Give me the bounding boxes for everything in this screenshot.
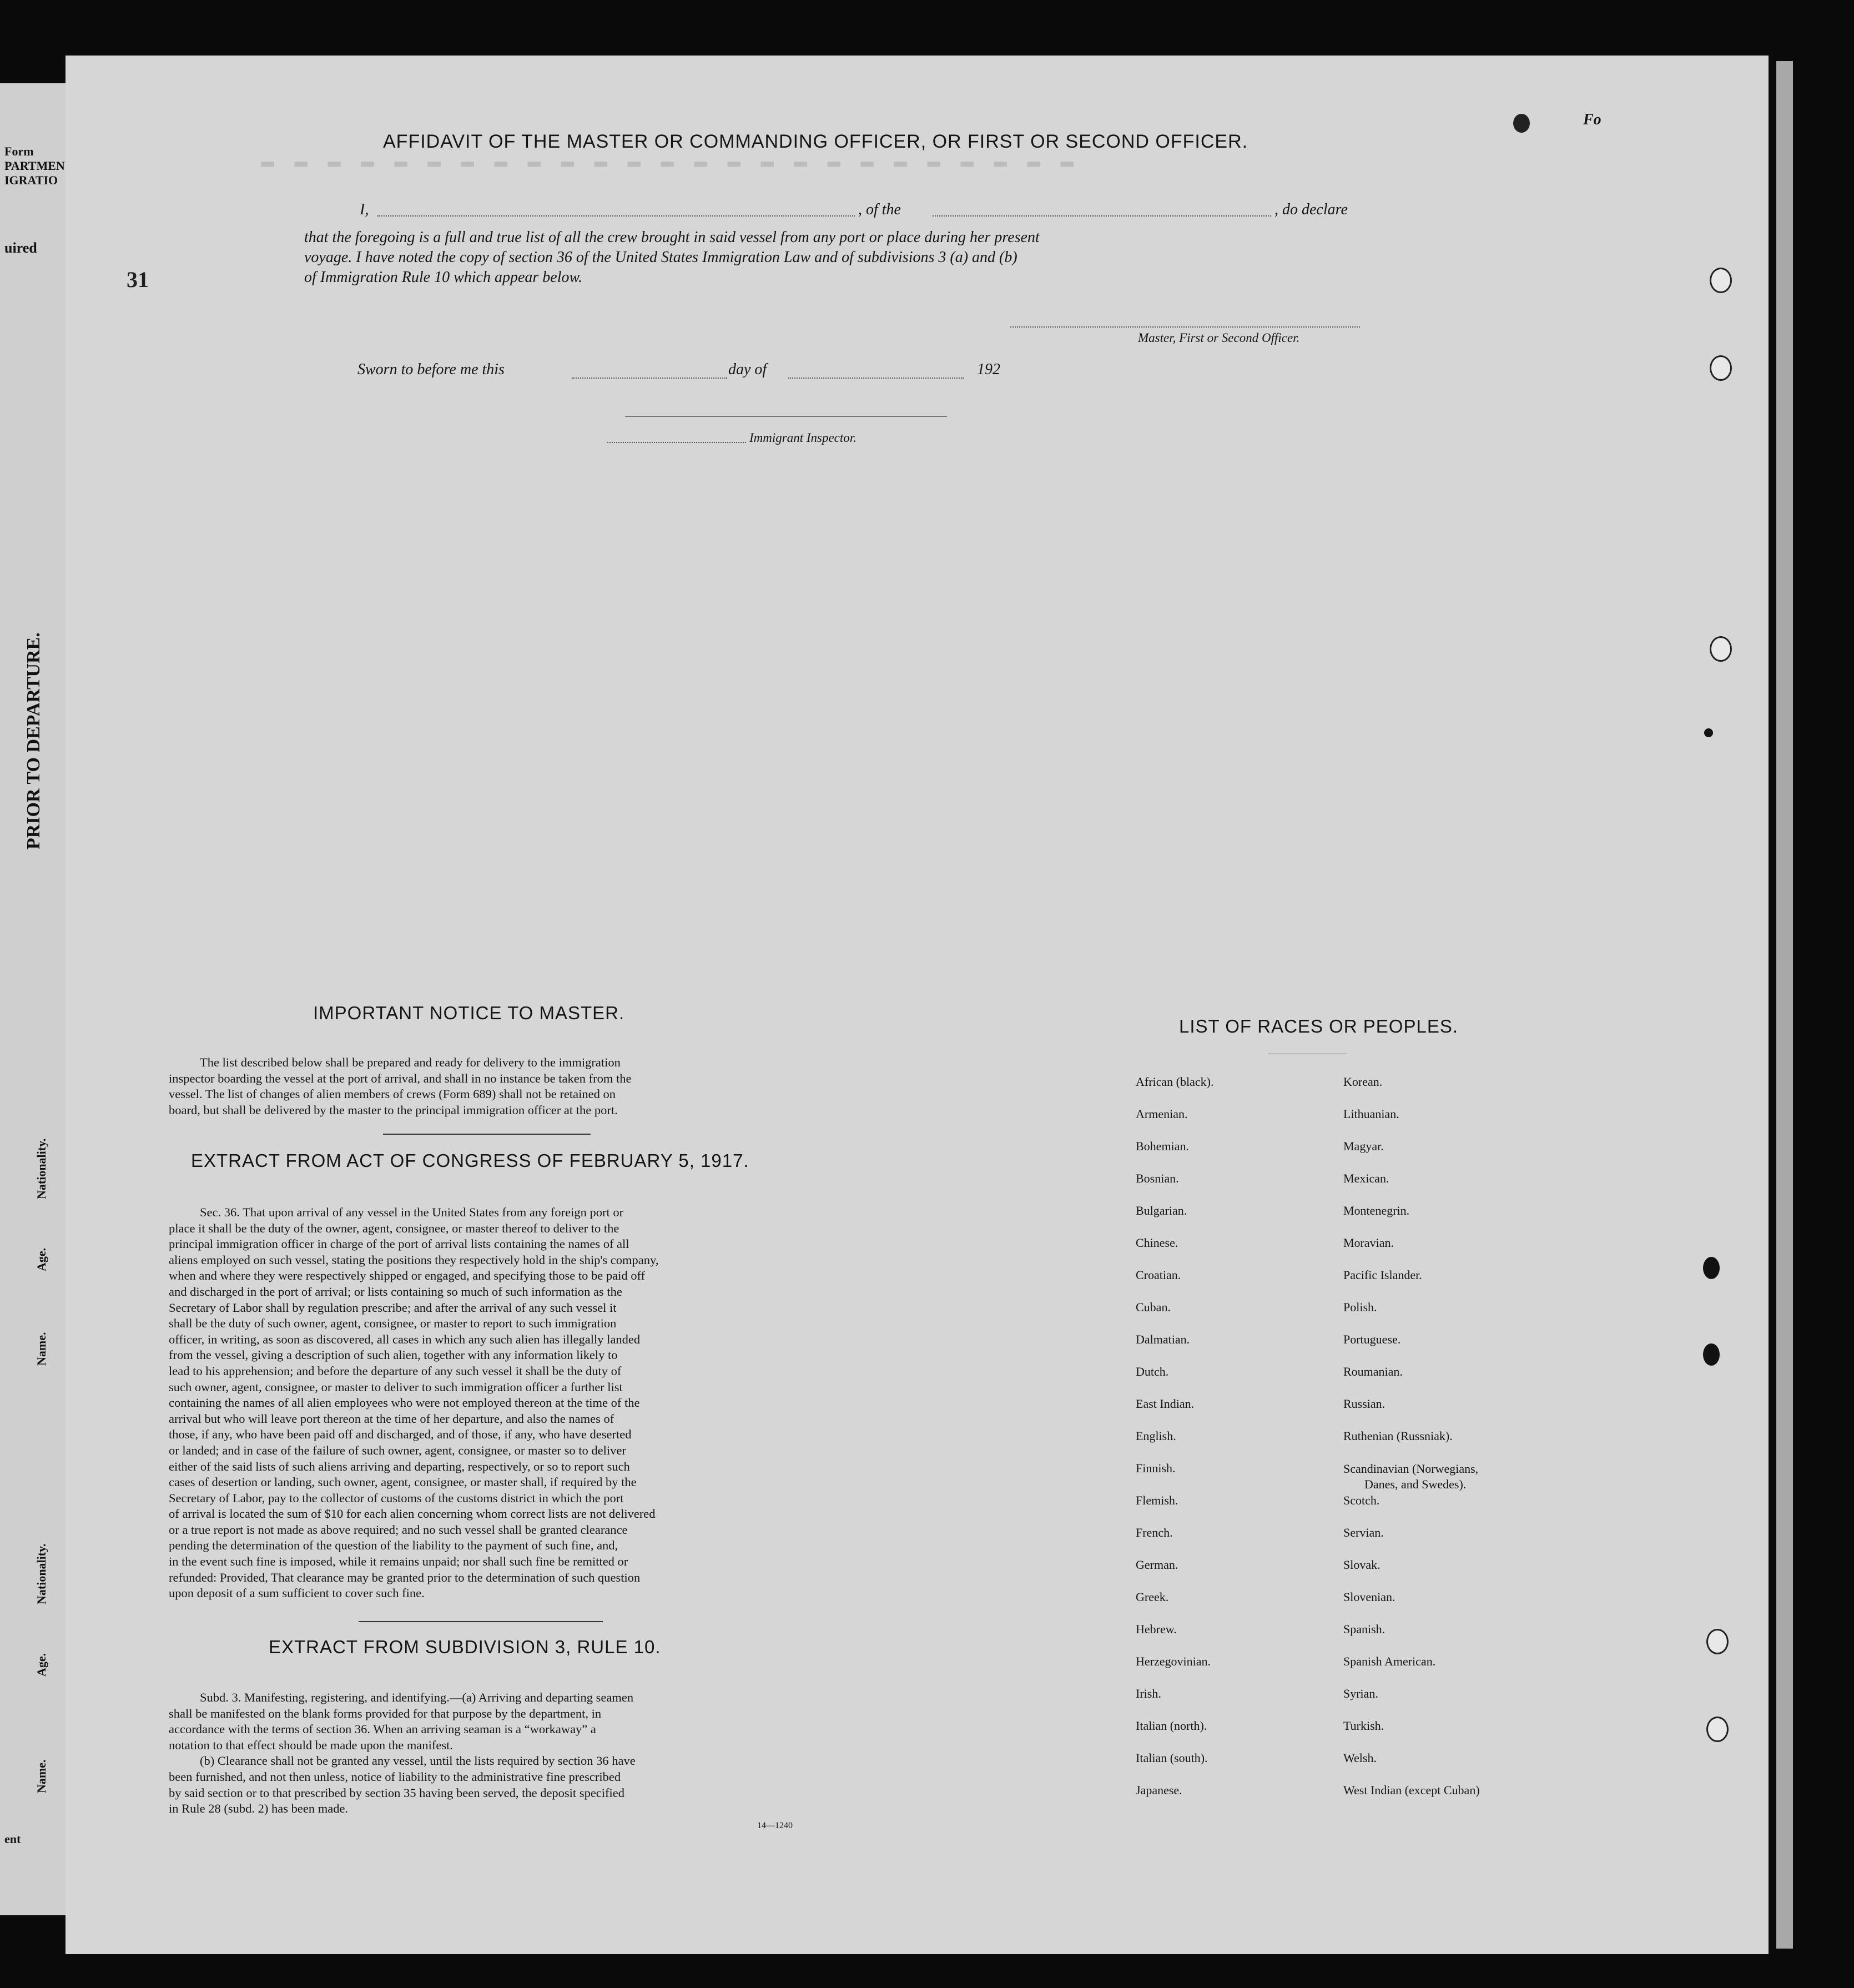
act-line-23: in the event such fine is imposed, while it remains unpaid; nor shall such fine be remitted or <box>169 1554 628 1569</box>
sworn-day-field[interactable] <box>572 378 727 379</box>
race-item: Portuguese. <box>1343 1332 1401 1346</box>
inspector-label: Immigrant Inspector. <box>749 431 857 445</box>
extract-rule-title: EXTRACT FROM SUBDIVISION 3, RULE 10. <box>269 1637 661 1657</box>
races-column-2 <box>1343 1075 1576 1815</box>
race-item-continuation: Danes, and Swedes). <box>1364 1477 1467 1491</box>
race-item: Moravian. <box>1343 1236 1394 1250</box>
rule-line-3: accordance with the terms of section 36. When an arriving seaman is a “workaway” a <box>169 1722 596 1737</box>
notice-title: IMPORTANT NOTICE TO MASTER. <box>313 1003 625 1023</box>
race-item: Bulgarian. <box>1136 1204 1187 1217</box>
race-item: Ruthenian (Russniak). <box>1343 1429 1453 1443</box>
stub-bottom-text: ent <box>4 1832 21 1846</box>
affidavit-body <box>304 228 1392 288</box>
race-item: French. <box>1136 1526 1173 1539</box>
race-item: Syrian. <box>1343 1687 1378 1700</box>
race-item: Roumanian. <box>1343 1365 1403 1378</box>
race-item: Korean. <box>1343 1075 1383 1089</box>
punch-hole <box>1710 636 1732 662</box>
punch-hole <box>1710 268 1732 293</box>
notice-line-2: inspector boarding the vessel at the port of arrival, and shall in no instance be taken from the <box>169 1071 632 1085</box>
officer-name-field[interactable] <box>377 215 855 217</box>
act-line-17: either of the said lists of such aliens arriving and departing, respectively, or so to report such <box>169 1459 630 1473</box>
race-item: Greek. <box>1136 1590 1169 1604</box>
race-item: Dalmatian. <box>1136 1332 1190 1346</box>
signature-label: Master, First or Second Officer. <box>1138 331 1300 345</box>
act-line-16: or landed; and in case of the failure of such owner, agent, consignee, or master so to deliver <box>169 1443 626 1457</box>
punch-hole <box>1710 355 1732 381</box>
affidavit-body-line-1: that the foregoing is a full and true list of all the crew brought in said vessel from any port or place during her present <box>304 229 1040 246</box>
act-line-9: officer, in writing, as soon as discovered, all cases in which any such alien has illegally landed <box>169 1332 641 1346</box>
stub-vertical-title: PRIOR TO DEPARTURE. <box>23 632 44 849</box>
races-column-1 <box>1136 1075 1324 1815</box>
form-number: 14—1240 <box>757 1821 793 1830</box>
race-item: Spanish American. <box>1343 1654 1436 1668</box>
rule-line-4: notation to that effect should be made upon the manifest. <box>169 1738 453 1752</box>
race-item: Servian. <box>1343 1526 1384 1539</box>
stub-label-nationality-2: Nationality. <box>34 1543 48 1604</box>
race-item: Polish. <box>1343 1300 1377 1314</box>
race-item: Scandinavian (Norwegians, <box>1343 1462 1479 1476</box>
race-item: Bosnian. <box>1136 1171 1179 1185</box>
act-line-12: such owner, agent, consignee, or master to deliver to such immigration officer a further list <box>169 1380 623 1394</box>
race-item: Japanese. <box>1136 1783 1182 1797</box>
act-line-22: pending the determination of the question of the liability to the payment of such fine, and, <box>169 1538 618 1553</box>
race-item: Italian (north). <box>1136 1719 1207 1733</box>
act-line-2: place it shall be the duty of the owner, agent, consignee, or master thereof to deliver to the <box>169 1221 619 1235</box>
affidavit-title: AFFIDAVIT OF THE MASTER OR COMMANDING OFFICER, OR FIRST OR SECOND OFFICER. <box>383 131 1248 152</box>
notice-divider <box>383 1134 591 1135</box>
officer-signature-field[interactable] <box>1010 326 1360 328</box>
extract-act-title: EXTRACT FROM ACT OF CONGRESS OF FEBRUARY 5, 1917. <box>191 1150 749 1171</box>
sworn-year: 192 <box>977 361 1000 378</box>
race-item: Flemish. <box>1136 1493 1178 1507</box>
inspector-dotted-line <box>607 442 746 443</box>
act-line-15: those, if any, who have been paid off and discharged, and of those, if any, who have deserted <box>169 1427 632 1442</box>
notice-line-3: vessel. The list of changes of alien members of crews (Form 689) shall not be retained on <box>169 1087 616 1101</box>
race-item: Herzegovinian. <box>1136 1654 1211 1668</box>
punch-hole <box>1706 1717 1729 1742</box>
act-line-3: principal immigration officer in charge of the port of arrival lists containing the names of all <box>169 1237 629 1251</box>
act-line-1: Sec. 36. That upon arrival of any vessel in the United States from any foreign port or <box>200 1205 624 1219</box>
punch-hole-dark <box>1703 1257 1720 1279</box>
act-line-4: aliens employed on such vessel, stating the positions they respectively hold in the ship's company, <box>169 1252 659 1267</box>
act-line-7: Secretary of Labor shall by regulation prescribe; and after the arrival of any such vessel it <box>169 1300 617 1315</box>
stub-label-age-1: Age. <box>34 1247 48 1271</box>
race-item: Scotch. <box>1343 1493 1380 1507</box>
stub-top-text-3: IGRATIO <box>4 173 58 187</box>
extract-rule-body <box>169 1690 817 1817</box>
act-line-11: lead to his apprehension; and before the departure of any such vessel it shall be the duty of <box>169 1363 622 1378</box>
race-item: Montenegrin. <box>1343 1204 1410 1217</box>
race-item: East Indian. <box>1136 1397 1195 1411</box>
sworn-text: Sworn to before me this <box>357 361 505 378</box>
stub-label-name-2: Name. <box>34 1759 48 1793</box>
bleed-through-text: ▬ ▬ ▬ ▬ ▬ ▬ ▬ ▬ ▬ ▬ ▬ ▬ ▬ ▬ ▬ ▬ ▬ ▬ ▬ ▬ ▬ ▬ ▬ ▬ ▬ <box>261 150 1077 175</box>
race-item: Magyar. <box>1343 1139 1384 1153</box>
affidavit-i: I, <box>360 201 369 218</box>
act-line-13: containing the names of all alien employees who were not employed thereon at the time of the <box>169 1396 640 1410</box>
race-item-scandinavian <box>1343 1461 1576 1493</box>
affidavit-body-line-3: of Immigration Rule 10 which appear below. <box>304 269 583 286</box>
rule-line-1: Subd. 3. Manifesting, registering, and identifying.—(a) Arriving and departing seamen <box>200 1690 634 1704</box>
punch-hole <box>1706 1629 1729 1654</box>
stub-side-word: uired <box>4 240 37 256</box>
rule-line-7: by said section or to that prescribed by section 35 having been served, the deposit specified <box>169 1785 625 1800</box>
affidavit-do-declare: , do declare <box>1274 201 1348 218</box>
act-line-24: refunded: Provided, That clearance may be granted prior to the determination of such question <box>169 1570 641 1584</box>
act-line-10: from the vessel, giving a description of such alien, together with any information likely to <box>169 1348 618 1362</box>
affidavit-of-the: , of the <box>858 201 901 218</box>
races-title: LIST OF RACES OR PEOPLES. <box>1179 1016 1459 1036</box>
notice-line-1: The list described below shall be prepared and ready for delivery to the immigration <box>200 1055 621 1069</box>
rule-line-2: shall be manifested on the blank forms provided for that purpose by the department, in <box>169 1706 602 1720</box>
race-item: African (black). <box>1136 1075 1214 1089</box>
stray-mark: 31 <box>127 267 149 292</box>
stub-top-text-1: Form <box>4 144 34 158</box>
race-item: Pacific Islander. <box>1343 1268 1422 1282</box>
race-item: Dutch. <box>1136 1365 1169 1378</box>
race-item: Irish. <box>1136 1687 1161 1700</box>
affidavit-body-line-2: voyage. I have noted the copy of section 36 of the United States Immigration Law and of subdivisions 3 (a) and (b) <box>304 249 1017 266</box>
race-item: Cuban. <box>1136 1300 1171 1314</box>
race-item: Mexican. <box>1343 1171 1389 1185</box>
race-item: Armenian. <box>1136 1107 1188 1121</box>
race-item: Russian. <box>1343 1397 1386 1411</box>
race-item: Finnish. <box>1136 1461 1176 1475</box>
race-item: Spanish. <box>1343 1622 1386 1636</box>
rule-line-8: in Rule 28 (subd. 2) has been made. <box>169 1801 349 1816</box>
race-item: Croatian. <box>1136 1268 1181 1282</box>
notice-line-4: board, but shall be delivered by the master to the principal immigration officer at the port. <box>169 1103 618 1117</box>
sworn-month-field[interactable] <box>788 378 964 379</box>
stub-label-name-1: Name. <box>34 1332 48 1366</box>
corner-form-mark: Fo <box>1583 111 1601 128</box>
stub-label-age-2: Age. <box>34 1653 48 1677</box>
act-line-14: arrival but who will leave port thereon at the time of her departure, and also the names of <box>169 1411 614 1426</box>
punch-mark <box>1704 728 1713 737</box>
punch-hole-dark <box>1703 1343 1720 1366</box>
race-item: West Indian (except Cuban) <box>1343 1783 1480 1797</box>
act-divider <box>359 1621 603 1622</box>
page-edge-strip <box>1776 61 1793 1949</box>
rule-line-5: (b) Clearance shall not be granted any vessel, until the lists required by section 36 have <box>200 1754 636 1768</box>
race-item: Chinese. <box>1136 1236 1178 1250</box>
extract-act-body <box>169 1205 817 1602</box>
notice-body <box>169 1055 817 1118</box>
race-item: Bohemian. <box>1136 1139 1189 1153</box>
act-line-25: upon deposit of a sum sufficient to cover such fine. <box>169 1586 425 1601</box>
inspector-signature-field[interactable] <box>625 416 947 417</box>
race-item: Slovenian. <box>1343 1590 1395 1604</box>
top-hole <box>1513 114 1530 133</box>
race-item: English. <box>1136 1429 1176 1443</box>
stub-label-nationality-1: Nationality. <box>34 1138 48 1199</box>
race-item: Welsh. <box>1343 1751 1377 1765</box>
rule-line-6: been furnished, and not then unless, notice of liability to the administrative fine prescribed <box>169 1769 621 1784</box>
race-item: Italian (south). <box>1136 1751 1208 1765</box>
act-line-5: when and where they were respectively shipped or engaged, and specifying those to be paid off <box>169 1269 646 1283</box>
vessel-name-field[interactable] <box>933 215 1271 217</box>
act-line-20: of arrival is located the sum of $10 for each alien concerning whom correct lists are not delivered <box>169 1507 656 1521</box>
stub-top-text-2: PARTMEN <box>4 159 65 173</box>
race-item: Turkish. <box>1343 1719 1384 1733</box>
race-item: Lithuanian. <box>1343 1107 1399 1121</box>
race-item: German. <box>1136 1558 1178 1572</box>
race-item: Hebrew. <box>1136 1622 1177 1636</box>
act-line-18: cases of desertion or landing, such owner, agent, consignee, or master shall, if required by the <box>169 1475 637 1489</box>
act-line-19: Secretary of Labor, pay to the collector of customs of the customs district in which the port <box>169 1491 624 1505</box>
race-item: Slovak. <box>1343 1558 1381 1572</box>
act-line-21: or a true report is not made as above required; and no such vessel shall be granted clearance <box>169 1522 628 1537</box>
sworn-day-of: day of <box>728 361 767 378</box>
act-line-8: shall be the duty of such owner, agent, consignee, or master to report to such immigration <box>169 1316 617 1331</box>
act-line-6: and discharged in the port of arrival; or lists containing so much of such information as the <box>169 1284 622 1299</box>
left-stub <box>0 83 66 1915</box>
